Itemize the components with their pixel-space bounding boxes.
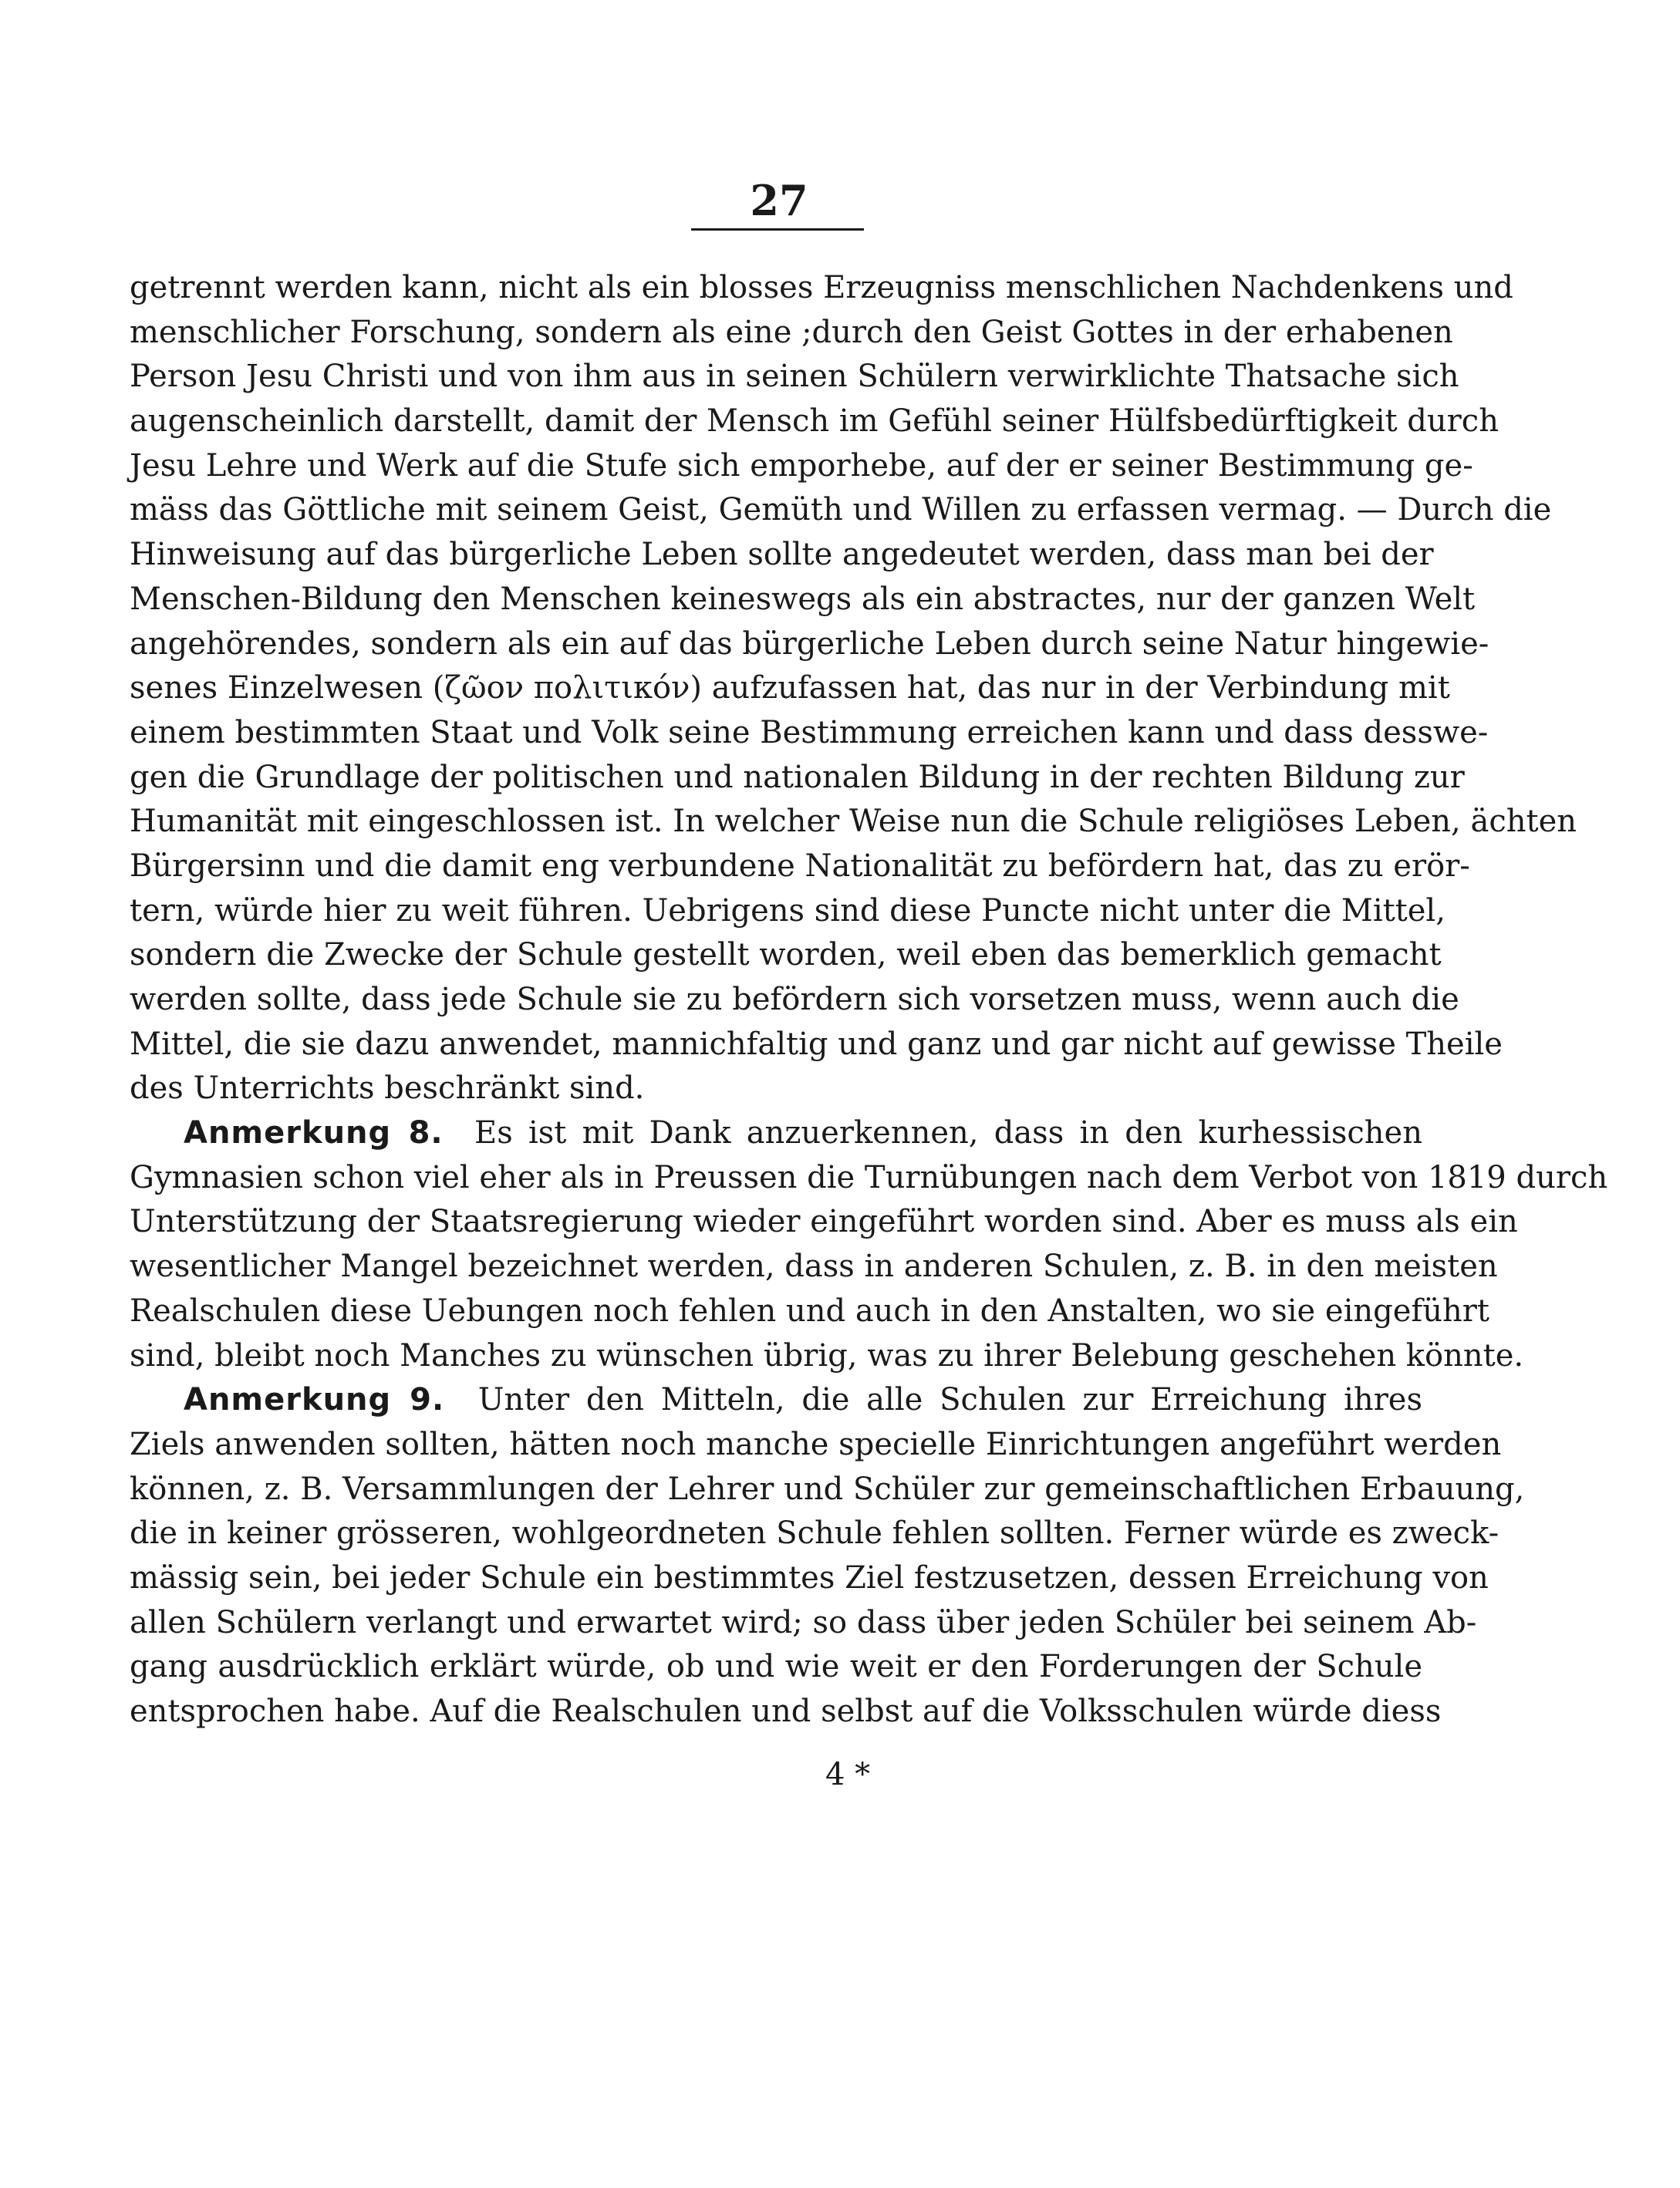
text-line: Humanität mit eingeschlossen ist. In welcher Weise nun die Schule religiöses Leben, ächten xyxy=(130,804,1577,840)
note-8-first-line xyxy=(130,1111,1422,1156)
body-text xyxy=(130,266,1608,1735)
note-9-line: mässig sein, bei jeder Schule ein bestimmtes Ziel festzusetzen, dessen Erreichung von xyxy=(130,1559,1489,1596)
text-line: tern, würde hier zu weit führen. Uebrigens sind diese Puncte nicht unter die Mittel, xyxy=(130,892,1446,929)
note-8-line: Realschulen diese Uebungen noch fehlen und auch in den Anstalten, wo sie eingeführt xyxy=(130,1293,1489,1329)
text-line: Menschen-Bildung den Menschen keineswegs als ein abstractes, nur der ganzen Welt xyxy=(130,581,1476,617)
note-9-line: allen Schülern verlangt und erwartet wird; so dass über jeden Schüler bei seinem Ab- xyxy=(130,1604,1477,1640)
note-8-line: Unterstützung der Staatsregierung wieder eingeführt worden sind. Aber es muss als ein xyxy=(130,1204,1518,1240)
text-line: gen die Grundlage der politischen und nationalen Bildung in der rechten Bildung zur xyxy=(130,759,1465,795)
text-line: sondern die Zwecke der Schule gestellt worden, weil eben das bemerklich gemacht xyxy=(130,937,1442,973)
note-9-line: können, z. B. Versammlungen der Lehrer und Schüler zur gemeinschaftlichen Erbauung, xyxy=(130,1471,1525,1507)
text-line: einem bestimmten Staat und Volk seine Bestimmung erreichen kann und dass desswe- xyxy=(130,714,1489,750)
note-8-text: Es ist mit Dank anzuerkennen, dass in den kurhessischen xyxy=(474,1115,1422,1151)
note-9-text: Unter den Mitteln, die alle Schulen zur Erreichung ihres xyxy=(477,1382,1423,1418)
text-line: werden sollte, dass jede Schule sie zu befördern sich vorsetzen muss, wenn auch die xyxy=(130,982,1459,1017)
note-8-line: wesentlicher Mangel bezeichnet werden, dass in anderen Schulen, z. B. in den meisten xyxy=(130,1249,1498,1285)
note-8-label: Anmerkung 8. xyxy=(184,1115,444,1151)
text-line: Hinweisung auf das bürgerliche Leben sollte angedeutet werden, dass man bei der xyxy=(130,537,1434,573)
text-line: senes Einzelwesen (ζῶον πολιτικόν) aufzufassen hat, das nur in der Verbindung mit xyxy=(130,670,1450,706)
note-8-line: sind, bleibt noch Manches zu wünschen übrig, was zu ihrer Belebung geschehen könnte. xyxy=(130,1337,1524,1374)
text-line: Jesu Lehre und Werk auf die Stufe sich emporhebe, auf der er seiner Bestimmung ge- xyxy=(130,447,1473,484)
text-line: Person Jesu Christi und von ihm aus in seinen Schülern verwirklichte Thatsache sich xyxy=(130,359,1459,395)
text-line: angehörendes, sondern als ein auf das bürgerliche Leben durch seine Natur hingewie- xyxy=(130,625,1489,662)
note-8-line: Gymnasien schon viel eher als in Preussen die Turnübungen nach dem Verbot von 1819 durch xyxy=(130,1159,1608,1195)
text-line: getrennt werden kann, nicht als ein blosses Erzeugniss menschlichen Nachdenkens und xyxy=(130,270,1513,305)
text-line: augenscheinlich darstellt, damit der Mensch im Gefühl seiner Hülfsbedürftigkeit durch xyxy=(130,403,1499,440)
text-line: Bürgersinn und die damit eng verbundene Nationalität zu befördern hat, das zu erör- xyxy=(130,848,1470,884)
text-line: des Unterrichts beschränkt sind. xyxy=(130,1070,645,1107)
note-9-first-line xyxy=(130,1378,1422,1423)
signature-mark: 4 * xyxy=(825,1757,871,1792)
note-9-line: gang ausdrücklich erklärt würde, ob und wie weit er den Forderungen der Schule xyxy=(130,1649,1422,1685)
text-line: Mittel, die sie dazu anwendet, mannichfaltig und ganz und gar nicht auf gewisse Theile xyxy=(130,1026,1503,1062)
note-9-label: Anmerkung 9. xyxy=(184,1382,445,1418)
note-9-line: die in keiner grösseren, wohlgeordneten Schule fehlen sollten. Ferner würde es zweck- xyxy=(130,1515,1500,1552)
note-9-line: Ziels anwenden sollten, hätten noch manche specielle Einrichtungen angeführt werden xyxy=(130,1426,1502,1462)
text-line: menschlicher Forschung, sondern als eine ;durch den Geist Gottes in der erhabenen xyxy=(130,314,1453,350)
text-line: mäss das Göttliche mit seinem Geist, Gemüth und Willen zu erfassen vermag. — Durch die xyxy=(130,492,1552,528)
note-9-line: entsprochen habe. Auf die Realschulen und selbst auf die Volksschulen würde diess xyxy=(130,1694,1442,1729)
page-number: 27 xyxy=(750,176,808,225)
header-rule xyxy=(691,228,864,231)
